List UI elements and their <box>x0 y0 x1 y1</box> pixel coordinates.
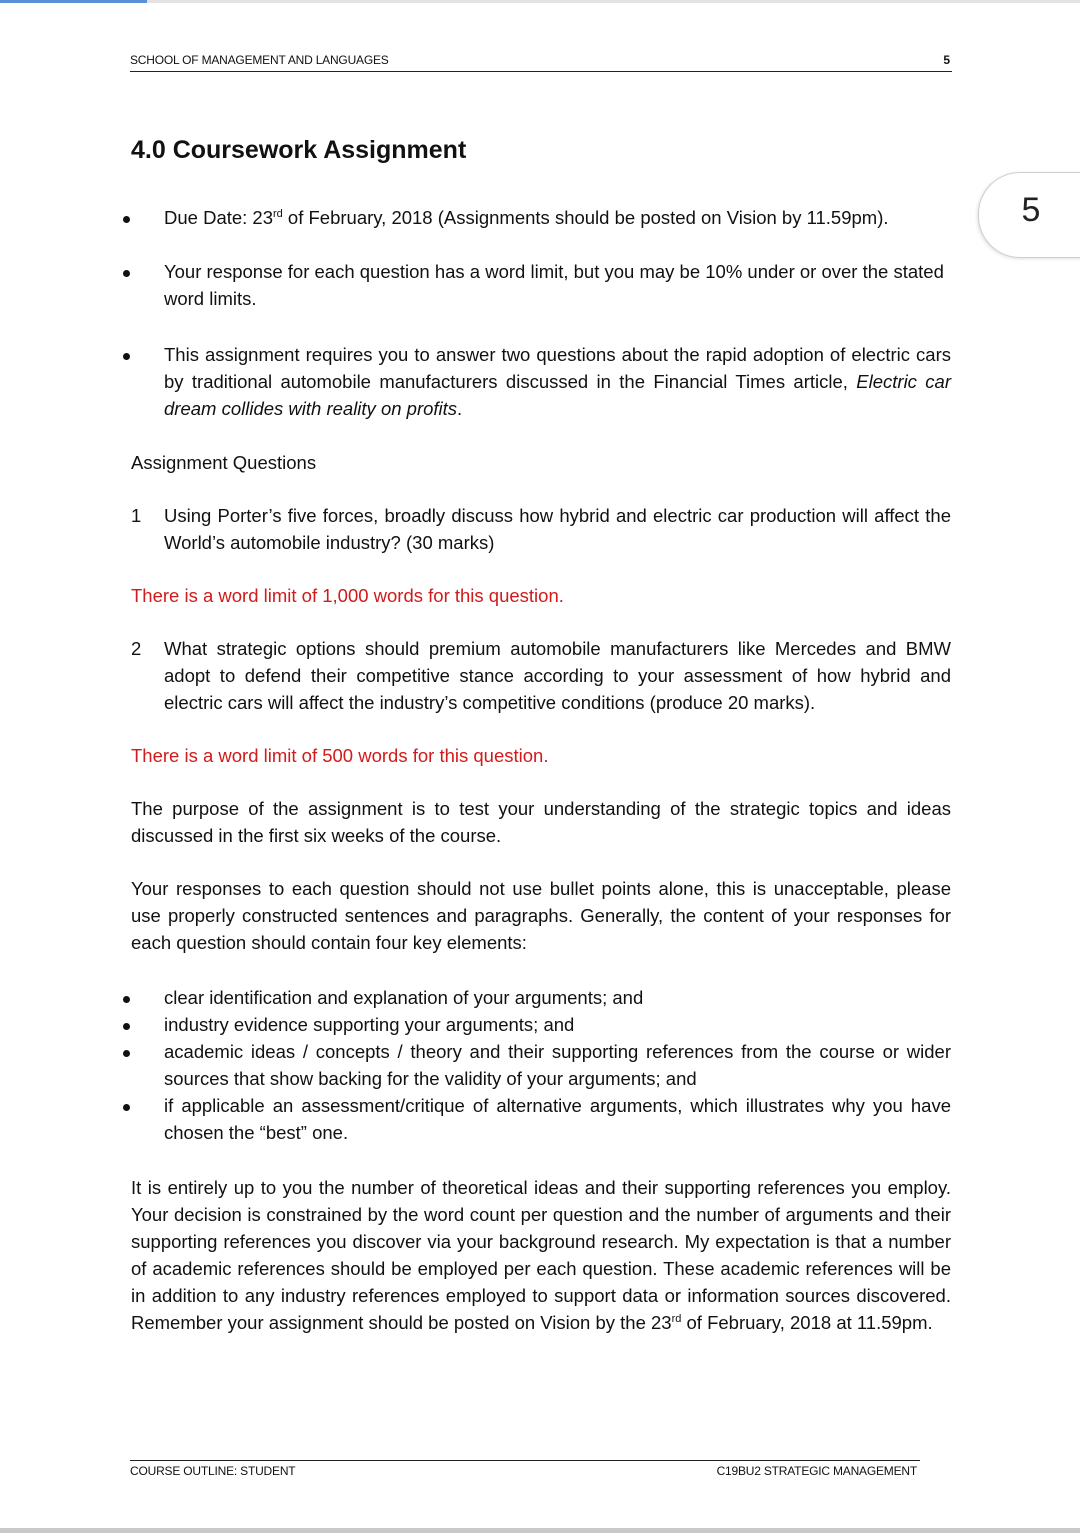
bullet-dot-icon <box>123 216 130 223</box>
page-footer <box>130 1460 920 1478</box>
questions-heading: Assignment Questions <box>131 452 317 473</box>
page-header <box>130 53 952 72</box>
school-name: SCHOOL OF MANAGEMENT AND LANGUAGES <box>130 53 389 67</box>
page-indicator-tab[interactable] <box>978 172 1080 258</box>
article-title: Electric car dream collides with reality on profits <box>164 371 951 419</box>
question-number: 2 <box>131 638 142 659</box>
word-limit-note-1: There is a word limit of 1,000 words for this question. <box>131 585 564 606</box>
question-text: What strategic options should premium automobile manufacturers like Mercedes and BMW adopt to defend their competitive stance according to your assessment of how hybrid and electric cars will affect the industry’s competitive conditions (produce 20 marks). <box>164 638 951 713</box>
closing-paragraph: It is entirely up to you the number of theoretical ideas and their supporting references you employ. Your decision is constrained by the word count per question and the number of arguments and their supporting references you discover via your background research. My expectation is that a number of academic references should be employed per each question. These academic references will be in addition to any industry references employed to support data or information sources discovered. Remember your assignment should be posted on Vision by the 23rd of February, 2018 at 11.59pm. <box>131 1177 951 1333</box>
bullet-dot-icon <box>123 996 130 1003</box>
list-item: industry evidence supporting your arguments; and <box>131 1011 951 1038</box>
bullet-dot-icon <box>123 353 130 360</box>
word-limit-note-2: There is a word limit of 500 words for this question. <box>131 745 549 766</box>
responses-paragraph: Your responses to each question should not use bullet points alone, this is unacceptable, please use properly constructed sentences and paragraphs. Generally, the content of your responses for each question should contain four key elements: <box>131 878 951 953</box>
bottom-scrollbar <box>0 1528 1080 1533</box>
reading-progress-bar <box>0 0 1080 3</box>
section-title: 4.0 Coursework Assignment <box>131 136 467 164</box>
footer-left: COURSE OUTLINE: STUDENT <box>130 1464 296 1478</box>
bullet-dot-icon <box>123 1050 130 1057</box>
bullet-dot-icon <box>123 1104 130 1111</box>
question-text: Using Porter’s five forces, broadly discuss how hybrid and electric car production will affect the World’s automobile industry? (30 marks) <box>164 505 951 553</box>
list-item: clear identification and explanation of your arguments; and <box>131 984 951 1011</box>
header-page-number: 5 <box>943 53 950 67</box>
bullet-dot-icon <box>123 270 130 277</box>
bullet-due-date: Due Date: 23rd of February, 2018 (Assignments should be posted on Vision by 11.59pm). <box>131 204 951 231</box>
bullet-dot-icon <box>123 1023 130 1030</box>
list-item: if applicable an assessment/critique of alternative arguments, which illustrates why you have chosen the “best” one. <box>131 1092 951 1146</box>
question-1 <box>131 502 951 556</box>
bullet-word-limit: Your response for each question has a word limit, but you may be 10% under or over the stated word limits. <box>131 258 951 312</box>
reading-progress-fill <box>0 0 147 3</box>
key-elements-list <box>131 984 951 1146</box>
bullet-assignment-scope: This assignment requires you to answer two questions about the rapid adoption of electric cars by traditional automobile manufacturers discussed in the Financial Times article, Electric car dream collides with reality on profits. <box>131 341 951 422</box>
page-indicator-number: 5 <box>1021 191 1041 229</box>
question-2 <box>131 635 951 716</box>
footer-right: C19BU2 STRATEGIC MANAGEMENT <box>716 1464 917 1478</box>
document-body <box>131 132 951 1336</box>
purpose-paragraph: The purpose of the assignment is to test your understanding of the strategic topics and ideas discussed in the first six weeks of the course. <box>131 798 951 846</box>
list-item: academic ideas / concepts / theory and their supporting references from the course or wider sources that show backing for the validity of your arguments; and <box>131 1038 951 1092</box>
question-number: 1 <box>131 505 142 526</box>
